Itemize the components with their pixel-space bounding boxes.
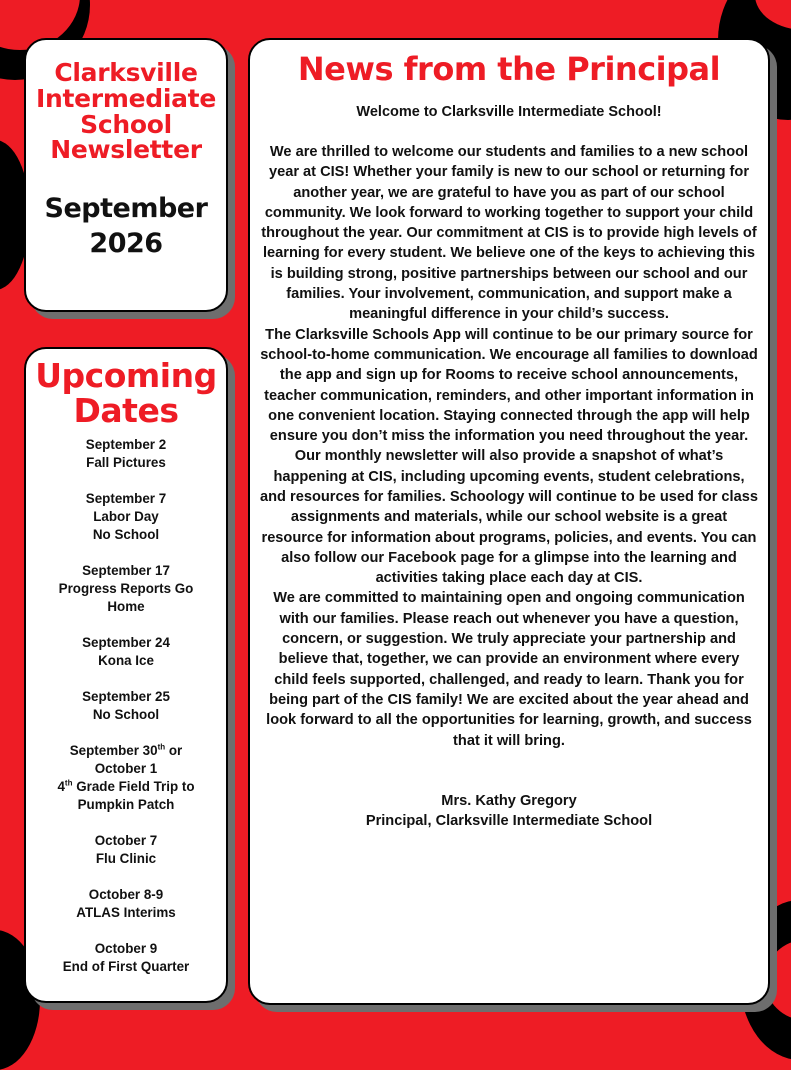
newsletter-title: Clarksville Intermediate School Newsletter: [36, 58, 216, 165]
event-date: October 7: [94, 833, 158, 849]
event-item: [26, 490, 226, 544]
ordinal-suffix: th: [64, 778, 73, 788]
event-date: September 25: [82, 689, 170, 705]
event-date: [70, 743, 183, 776]
upcoming-dates-heading: Upcoming Dates: [35, 356, 217, 430]
event-item: [26, 940, 226, 976]
signature-block: [250, 791, 768, 832]
event-description-text: Grade Field Trip to Pumpkin Patch: [76, 779, 195, 813]
letter-paragraph: The Clarksville Schools App will continue to be our primary source for school-to-home communication. We encourage all families to download the app and sign up for Rooms to receive school announcements, teacher communication, reminders, and other important information in one convenient location. Staying connected through the app will help ensure you don’t miss the information you need throughout the year.: [260, 326, 758, 445]
event-item: [26, 742, 226, 814]
event-date: September 17: [82, 563, 170, 579]
issue-date: September 2026: [44, 193, 208, 260]
event-date: September 7: [85, 491, 167, 507]
event-date-text: or October 1: [94, 743, 183, 777]
upcoming-dates-card: [24, 347, 228, 1003]
event-description: Labor Day No School: [92, 509, 160, 543]
event-description: Kona Ice: [98, 653, 154, 669]
letter-body: [260, 142, 758, 751]
event-date: October 9: [94, 941, 158, 957]
event-item: [26, 886, 226, 922]
signature-title: Principal, Clarksville Intermediate School: [365, 813, 653, 830]
event-item: [26, 832, 226, 868]
event-description-text: 4: [57, 779, 65, 795]
event-description: Progress Reports Go Home: [58, 581, 194, 615]
event-item: [26, 436, 226, 472]
principal-news-card: [248, 38, 770, 1005]
event-description: No School: [92, 707, 160, 723]
welcome-line: Welcome to Clarksville Intermediate School!: [356, 103, 662, 120]
newsletter-title-card: [24, 38, 228, 312]
news-heading: News from the Principal: [297, 50, 721, 88]
event-item: [26, 562, 226, 616]
letter-paragraph: We are thrilled to welcome our students and families to a new school year at CIS! Whether your family is new to our school or returning for another year, we are grateful to have you as part of our school community. We look forward to working together to support your child throughout the year. Our commitment at CIS is to provide high levels of learning for every student. We believe one of the keys to achieving this is building strong, positive partnerships between our school and our families. Your involvement, communication, and support make a meaningful difference in your child’s success.: [261, 143, 757, 323]
event-description: [57, 779, 194, 812]
event-item: [26, 634, 226, 670]
upcoming-dates-list: [26, 436, 226, 976]
letter-paragraph: Our monthly newsletter will also provide a snapshot of what’s happening at CIS, including upcoming events, student celebrations, and resources for families. Schoology will continue to be used for class assignments and materials, while our school website is a great resource for information about programs, policies, and events. You can also follow our Facebook page for a glimpse into the learning and activities taking place each day at CIS.: [260, 448, 758, 587]
event-description: Flu Clinic: [95, 851, 157, 867]
letter-paragraph: We are committed to maintaining open and ongoing communication with our families. Please reach out whenever you have a question, concern, or suggestion. We truly appreciate your partnership and believe that, together, we can provide an environment where every child feels supported, challenged, and ready to learn. Thank you for being part of the CIS family! We are excited about the year ahead and look forward to all the opportunities for learning, growth, and success that it will bring.: [266, 590, 752, 749]
event-date: September 24: [82, 635, 170, 651]
event-item: [26, 688, 226, 724]
ordinal-suffix: th: [157, 742, 166, 752]
event-description: End of First Quarter: [62, 959, 190, 975]
event-description: ATLAS Interims: [76, 905, 176, 921]
event-date: September 2: [85, 437, 167, 453]
signature-name: Mrs. Kathy Gregory: [441, 792, 577, 809]
event-date-text: September 30: [69, 743, 158, 759]
event-description: Fall Pictures: [86, 455, 166, 471]
event-date: October 8-9: [88, 887, 164, 903]
